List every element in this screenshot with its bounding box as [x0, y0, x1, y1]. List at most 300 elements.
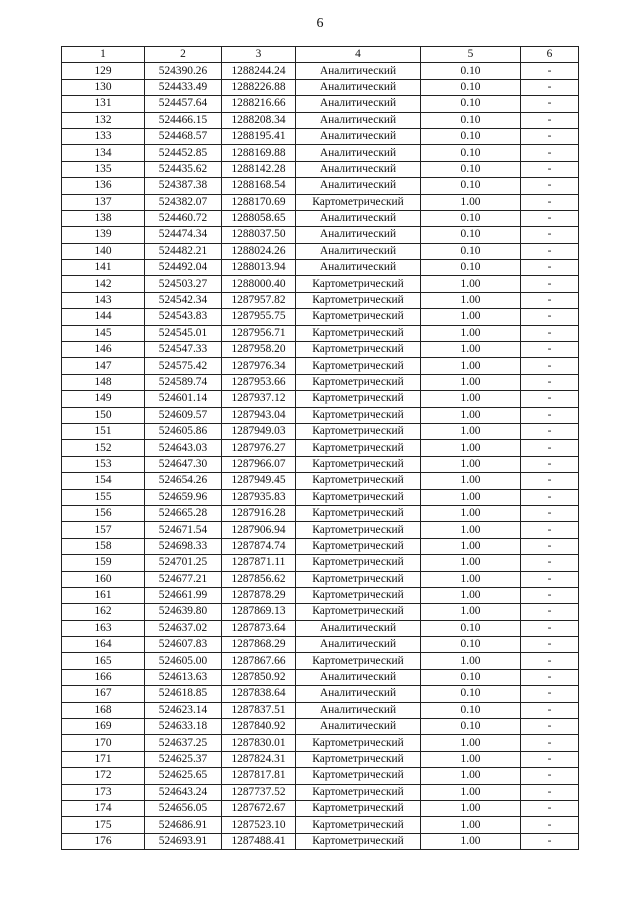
method-cell: Аналитический	[296, 243, 421, 259]
table-header-row	[62, 47, 579, 63]
accuracy-cell: 0.10	[421, 719, 521, 735]
method-cell: Аналитический	[296, 686, 421, 702]
accuracy-cell: 0.10	[421, 178, 521, 194]
method-cell: Картометрический	[296, 276, 421, 292]
note-cell: -	[521, 505, 579, 521]
note-cell: -	[521, 833, 579, 849]
method-cell: Картометрический	[296, 751, 421, 767]
x-coordinate-cell: 524656.05	[145, 800, 222, 816]
method-cell: Аналитический	[296, 63, 421, 79]
x-coordinate-cell: 524637.02	[145, 620, 222, 636]
accuracy-cell: 1.00	[421, 358, 521, 374]
table-row	[62, 79, 579, 95]
accuracy-cell: 1.00	[421, 587, 521, 603]
x-coordinate-cell: 524435.62	[145, 161, 222, 177]
accuracy-cell: 1.00	[421, 276, 521, 292]
y-coordinate-cell: 1287957.82	[222, 292, 296, 308]
column-header: 2	[145, 47, 222, 63]
table-row	[62, 260, 579, 276]
x-coordinate-cell: 524452.85	[145, 145, 222, 161]
x-coordinate-cell: 524623.14	[145, 702, 222, 718]
table-row	[62, 473, 579, 489]
point-number-cell: 168	[62, 702, 145, 718]
accuracy-cell: 1.00	[421, 522, 521, 538]
x-coordinate-cell: 524474.34	[145, 227, 222, 243]
y-coordinate-cell: 1288208.34	[222, 112, 296, 128]
accuracy-cell: 1.00	[421, 604, 521, 620]
method-cell: Аналитический	[296, 260, 421, 276]
accuracy-cell: 0.10	[421, 243, 521, 259]
y-coordinate-cell: 1288169.88	[222, 145, 296, 161]
x-coordinate-cell: 524643.03	[145, 440, 222, 456]
point-number-cell: 165	[62, 653, 145, 669]
note-cell: -	[521, 342, 579, 358]
y-coordinate-cell: 1288170.69	[222, 194, 296, 210]
point-number-cell: 160	[62, 571, 145, 587]
method-cell: Аналитический	[296, 79, 421, 95]
x-coordinate-cell: 524605.86	[145, 423, 222, 439]
x-coordinate-cell: 524460.72	[145, 210, 222, 226]
method-cell: Картометрический	[296, 423, 421, 439]
accuracy-cell: 0.10	[421, 686, 521, 702]
note-cell: -	[521, 325, 579, 341]
table-row	[62, 669, 579, 685]
method-cell: Аналитический	[296, 112, 421, 128]
table-row	[62, 112, 579, 128]
y-coordinate-cell: 1287935.83	[222, 489, 296, 505]
note-cell: -	[521, 358, 579, 374]
point-number-cell: 175	[62, 817, 145, 833]
note-cell: -	[521, 719, 579, 735]
point-number-cell: 137	[62, 194, 145, 210]
y-coordinate-cell: 1287817.81	[222, 768, 296, 784]
point-number-cell: 162	[62, 604, 145, 620]
note-cell: -	[521, 702, 579, 718]
point-number-cell: 147	[62, 358, 145, 374]
x-coordinate-cell: 524575.42	[145, 358, 222, 374]
y-coordinate-cell: 1287976.27	[222, 440, 296, 456]
point-number-cell: 161	[62, 587, 145, 603]
y-coordinate-cell: 1287837.51	[222, 702, 296, 718]
method-cell: Картометрический	[296, 604, 421, 620]
accuracy-cell: 0.10	[421, 637, 521, 653]
note-cell: -	[521, 686, 579, 702]
table-row	[62, 358, 579, 374]
accuracy-cell: 1.00	[421, 292, 521, 308]
note-cell: -	[521, 555, 579, 571]
method-cell: Аналитический	[296, 637, 421, 653]
table-row	[62, 243, 579, 259]
method-cell: Картометрический	[296, 489, 421, 505]
accuracy-cell: 1.00	[421, 538, 521, 554]
x-coordinate-cell: 524643.24	[145, 784, 222, 800]
point-number-cell: 143	[62, 292, 145, 308]
y-coordinate-cell: 1287868.29	[222, 637, 296, 653]
method-cell: Картометрический	[296, 538, 421, 554]
accuracy-cell: 1.00	[421, 391, 521, 407]
point-number-cell: 140	[62, 243, 145, 259]
note-cell: -	[521, 79, 579, 95]
table-row	[62, 719, 579, 735]
y-coordinate-cell: 1287958.20	[222, 342, 296, 358]
table-row	[62, 391, 579, 407]
method-cell: Картометрический	[296, 571, 421, 587]
y-coordinate-cell: 1288142.28	[222, 161, 296, 177]
table-row	[62, 210, 579, 226]
accuracy-cell: 1.00	[421, 456, 521, 472]
x-coordinate-cell: 524686.91	[145, 817, 222, 833]
y-coordinate-cell: 1287840.92	[222, 719, 296, 735]
column-header: 5	[421, 47, 521, 63]
note-cell: -	[521, 538, 579, 554]
column-header: 4	[296, 47, 421, 63]
method-cell: Картометрический	[296, 784, 421, 800]
y-coordinate-cell: 1287943.04	[222, 407, 296, 423]
point-number-cell: 139	[62, 227, 145, 243]
y-coordinate-cell: 1287672.67	[222, 800, 296, 816]
note-cell: -	[521, 309, 579, 325]
note-cell: -	[521, 620, 579, 636]
accuracy-cell: 0.10	[421, 63, 521, 79]
method-cell: Картометрический	[296, 735, 421, 751]
x-coordinate-cell: 524605.00	[145, 653, 222, 669]
point-number-cell: 138	[62, 210, 145, 226]
point-number-cell: 157	[62, 522, 145, 538]
method-cell: Аналитический	[296, 128, 421, 144]
point-number-cell: 171	[62, 751, 145, 767]
method-cell: Картометрический	[296, 505, 421, 521]
accuracy-cell: 1.00	[421, 325, 521, 341]
y-coordinate-cell: 1288195.41	[222, 128, 296, 144]
note-cell: -	[521, 128, 579, 144]
x-coordinate-cell: 524390.26	[145, 63, 222, 79]
point-number-cell: 176	[62, 833, 145, 849]
note-cell: -	[521, 63, 579, 79]
accuracy-cell: 1.00	[421, 784, 521, 800]
note-cell: -	[521, 194, 579, 210]
y-coordinate-cell: 1287949.03	[222, 423, 296, 439]
point-number-cell: 164	[62, 637, 145, 653]
table-row	[62, 817, 579, 833]
method-cell: Картометрический	[296, 768, 421, 784]
point-number-cell: 146	[62, 342, 145, 358]
x-coordinate-cell: 524698.33	[145, 538, 222, 554]
method-cell: Картометрический	[296, 587, 421, 603]
table-row	[62, 440, 579, 456]
table-row	[62, 325, 579, 341]
table-row	[62, 63, 579, 79]
table-row	[62, 194, 579, 210]
note-cell: -	[521, 227, 579, 243]
x-coordinate-cell: 524492.04	[145, 260, 222, 276]
x-coordinate-cell: 524677.21	[145, 571, 222, 587]
point-number-cell: 170	[62, 735, 145, 751]
x-coordinate-cell: 524609.57	[145, 407, 222, 423]
method-cell: Картометрический	[296, 309, 421, 325]
point-number-cell: 148	[62, 374, 145, 390]
note-cell: -	[521, 637, 579, 653]
x-coordinate-cell: 524387.38	[145, 178, 222, 194]
method-cell: Картометрический	[296, 292, 421, 308]
note-cell: -	[521, 243, 579, 259]
x-coordinate-cell: 524589.74	[145, 374, 222, 390]
point-number-cell: 158	[62, 538, 145, 554]
coordinates-table	[61, 46, 579, 850]
y-coordinate-cell: 1287873.64	[222, 620, 296, 636]
note-cell: -	[521, 292, 579, 308]
point-number-cell: 172	[62, 768, 145, 784]
y-coordinate-cell: 1287937.12	[222, 391, 296, 407]
x-coordinate-cell: 524466.15	[145, 112, 222, 128]
note-cell: -	[521, 260, 579, 276]
table-row	[62, 571, 579, 587]
method-cell: Картометрический	[296, 407, 421, 423]
accuracy-cell: 1.00	[421, 833, 521, 849]
method-cell: Аналитический	[296, 227, 421, 243]
point-number-cell: 166	[62, 669, 145, 685]
y-coordinate-cell: 1287966.07	[222, 456, 296, 472]
method-cell: Картометрический	[296, 833, 421, 849]
point-number-cell: 155	[62, 489, 145, 505]
point-number-cell: 142	[62, 276, 145, 292]
note-cell: -	[521, 489, 579, 505]
accuracy-cell: 1.00	[421, 407, 521, 423]
point-number-cell: 131	[62, 96, 145, 112]
accuracy-cell: 0.10	[421, 227, 521, 243]
table-row	[62, 620, 579, 636]
point-number-cell: 152	[62, 440, 145, 456]
accuracy-cell: 1.00	[421, 653, 521, 669]
accuracy-cell: 0.10	[421, 161, 521, 177]
accuracy-cell: 1.00	[421, 194, 521, 210]
method-cell: Картометрический	[296, 555, 421, 571]
point-number-cell: 141	[62, 260, 145, 276]
method-cell: Картометрический	[296, 522, 421, 538]
table-row	[62, 751, 579, 767]
accuracy-cell: 0.10	[421, 260, 521, 276]
x-coordinate-cell: 524637.25	[145, 735, 222, 751]
column-header: 6	[521, 47, 579, 63]
table-row	[62, 227, 579, 243]
method-cell: Аналитический	[296, 210, 421, 226]
column-header: 1	[62, 47, 145, 63]
x-coordinate-cell: 524647.30	[145, 456, 222, 472]
point-number-cell: 134	[62, 145, 145, 161]
table-row	[62, 456, 579, 472]
table-row	[62, 423, 579, 439]
accuracy-cell: 1.00	[421, 473, 521, 489]
method-cell: Картометрический	[296, 456, 421, 472]
y-coordinate-cell: 1287867.66	[222, 653, 296, 669]
point-number-cell: 174	[62, 800, 145, 816]
page-number: 6	[316, 16, 324, 31]
note-cell: -	[521, 522, 579, 538]
x-coordinate-cell: 524601.14	[145, 391, 222, 407]
method-cell: Картометрический	[296, 391, 421, 407]
table-row	[62, 768, 579, 784]
y-coordinate-cell: 1288168.54	[222, 178, 296, 194]
point-number-cell: 159	[62, 555, 145, 571]
method-cell: Картометрический	[296, 342, 421, 358]
accuracy-cell: 0.10	[421, 79, 521, 95]
note-cell: -	[521, 784, 579, 800]
y-coordinate-cell: 1287869.13	[222, 604, 296, 620]
method-cell: Картометрический	[296, 473, 421, 489]
table-row	[62, 374, 579, 390]
table-row	[62, 342, 579, 358]
table-row	[62, 309, 579, 325]
table-row	[62, 96, 579, 112]
point-number-cell: 169	[62, 719, 145, 735]
note-cell: -	[521, 112, 579, 128]
note-cell: -	[521, 145, 579, 161]
x-coordinate-cell: 524693.91	[145, 833, 222, 849]
point-number-cell: 129	[62, 63, 145, 79]
note-cell: -	[521, 768, 579, 784]
accuracy-cell: 1.00	[421, 768, 521, 784]
x-coordinate-cell: 524482.21	[145, 243, 222, 259]
accuracy-cell: 0.10	[421, 620, 521, 636]
note-cell: -	[521, 391, 579, 407]
method-cell: Аналитический	[296, 145, 421, 161]
table-row	[62, 161, 579, 177]
table-row	[62, 800, 579, 816]
y-coordinate-cell: 1287949.45	[222, 473, 296, 489]
accuracy-cell: 1.00	[421, 735, 521, 751]
y-coordinate-cell: 1287850.92	[222, 669, 296, 685]
accuracy-cell: 1.00	[421, 489, 521, 505]
table-row	[62, 145, 579, 161]
y-coordinate-cell: 1287856.62	[222, 571, 296, 587]
note-cell: -	[521, 374, 579, 390]
note-cell: -	[521, 407, 579, 423]
note-cell: -	[521, 571, 579, 587]
point-number-cell: 163	[62, 620, 145, 636]
point-number-cell: 167	[62, 686, 145, 702]
table-row	[62, 653, 579, 669]
y-coordinate-cell: 1288216.66	[222, 96, 296, 112]
accuracy-cell: 0.10	[421, 210, 521, 226]
table-row	[62, 686, 579, 702]
note-cell: -	[521, 473, 579, 489]
x-coordinate-cell: 524625.37	[145, 751, 222, 767]
y-coordinate-cell: 1288037.50	[222, 227, 296, 243]
accuracy-cell: 1.00	[421, 309, 521, 325]
y-coordinate-cell: 1287737.52	[222, 784, 296, 800]
method-cell: Картометрический	[296, 374, 421, 390]
table-row	[62, 178, 579, 194]
note-cell: -	[521, 161, 579, 177]
y-coordinate-cell: 1288000.40	[222, 276, 296, 292]
note-cell: -	[521, 817, 579, 833]
table-row	[62, 555, 579, 571]
accuracy-cell: 1.00	[421, 505, 521, 521]
accuracy-cell: 1.00	[421, 555, 521, 571]
note-cell: -	[521, 456, 579, 472]
point-number-cell: 133	[62, 128, 145, 144]
x-coordinate-cell: 524659.96	[145, 489, 222, 505]
table-row	[62, 407, 579, 423]
accuracy-cell: 0.10	[421, 669, 521, 685]
method-cell: Аналитический	[296, 719, 421, 735]
x-coordinate-cell: 524542.34	[145, 292, 222, 308]
y-coordinate-cell: 1287874.74	[222, 538, 296, 554]
method-cell: Картометрический	[296, 440, 421, 456]
point-number-cell: 156	[62, 505, 145, 521]
note-cell: -	[521, 653, 579, 669]
accuracy-cell: 1.00	[421, 751, 521, 767]
x-coordinate-cell: 524701.25	[145, 555, 222, 571]
method-cell: Аналитический	[296, 96, 421, 112]
table-row	[62, 637, 579, 653]
accuracy-cell: 1.00	[421, 342, 521, 358]
accuracy-cell: 1.00	[421, 374, 521, 390]
accuracy-cell: 0.10	[421, 128, 521, 144]
point-number-cell: 153	[62, 456, 145, 472]
y-coordinate-cell: 1288244.24	[222, 63, 296, 79]
point-number-cell: 149	[62, 391, 145, 407]
table-row	[62, 538, 579, 554]
x-coordinate-cell: 524633.18	[145, 719, 222, 735]
method-cell: Картометрический	[296, 325, 421, 341]
note-cell: -	[521, 423, 579, 439]
x-coordinate-cell: 524503.27	[145, 276, 222, 292]
table-row	[62, 292, 579, 308]
table-body	[62, 63, 579, 850]
x-coordinate-cell: 524671.54	[145, 522, 222, 538]
note-cell: -	[521, 178, 579, 194]
column-header: 3	[222, 47, 296, 63]
point-number-cell: 135	[62, 161, 145, 177]
note-cell: -	[521, 96, 579, 112]
point-number-cell: 154	[62, 473, 145, 489]
note-cell: -	[521, 587, 579, 603]
note-cell: -	[521, 604, 579, 620]
accuracy-cell: 0.10	[421, 112, 521, 128]
x-coordinate-cell: 524607.83	[145, 637, 222, 653]
table-row	[62, 128, 579, 144]
accuracy-cell: 1.00	[421, 423, 521, 439]
x-coordinate-cell: 524665.28	[145, 505, 222, 521]
point-number-cell: 130	[62, 79, 145, 95]
y-coordinate-cell: 1287830.01	[222, 735, 296, 751]
x-coordinate-cell: 524545.01	[145, 325, 222, 341]
x-coordinate-cell: 524457.64	[145, 96, 222, 112]
accuracy-cell: 1.00	[421, 800, 521, 816]
method-cell: Аналитический	[296, 620, 421, 636]
point-number-cell: 144	[62, 309, 145, 325]
point-number-cell: 151	[62, 423, 145, 439]
y-coordinate-cell: 1288226.88	[222, 79, 296, 95]
x-coordinate-cell: 524654.26	[145, 473, 222, 489]
table-row	[62, 735, 579, 751]
y-coordinate-cell: 1288013.94	[222, 260, 296, 276]
method-cell: Аналитический	[296, 702, 421, 718]
y-coordinate-cell: 1287838.64	[222, 686, 296, 702]
y-coordinate-cell: 1287488.41	[222, 833, 296, 849]
method-cell: Аналитический	[296, 669, 421, 685]
x-coordinate-cell: 524547.33	[145, 342, 222, 358]
accuracy-cell: 0.10	[421, 145, 521, 161]
accuracy-cell: 1.00	[421, 440, 521, 456]
x-coordinate-cell: 524468.57	[145, 128, 222, 144]
table-row	[62, 784, 579, 800]
method-cell: Аналитический	[296, 161, 421, 177]
table-row	[62, 505, 579, 521]
note-cell: -	[521, 735, 579, 751]
method-cell: Картометрический	[296, 817, 421, 833]
method-cell: Картометрический	[296, 194, 421, 210]
